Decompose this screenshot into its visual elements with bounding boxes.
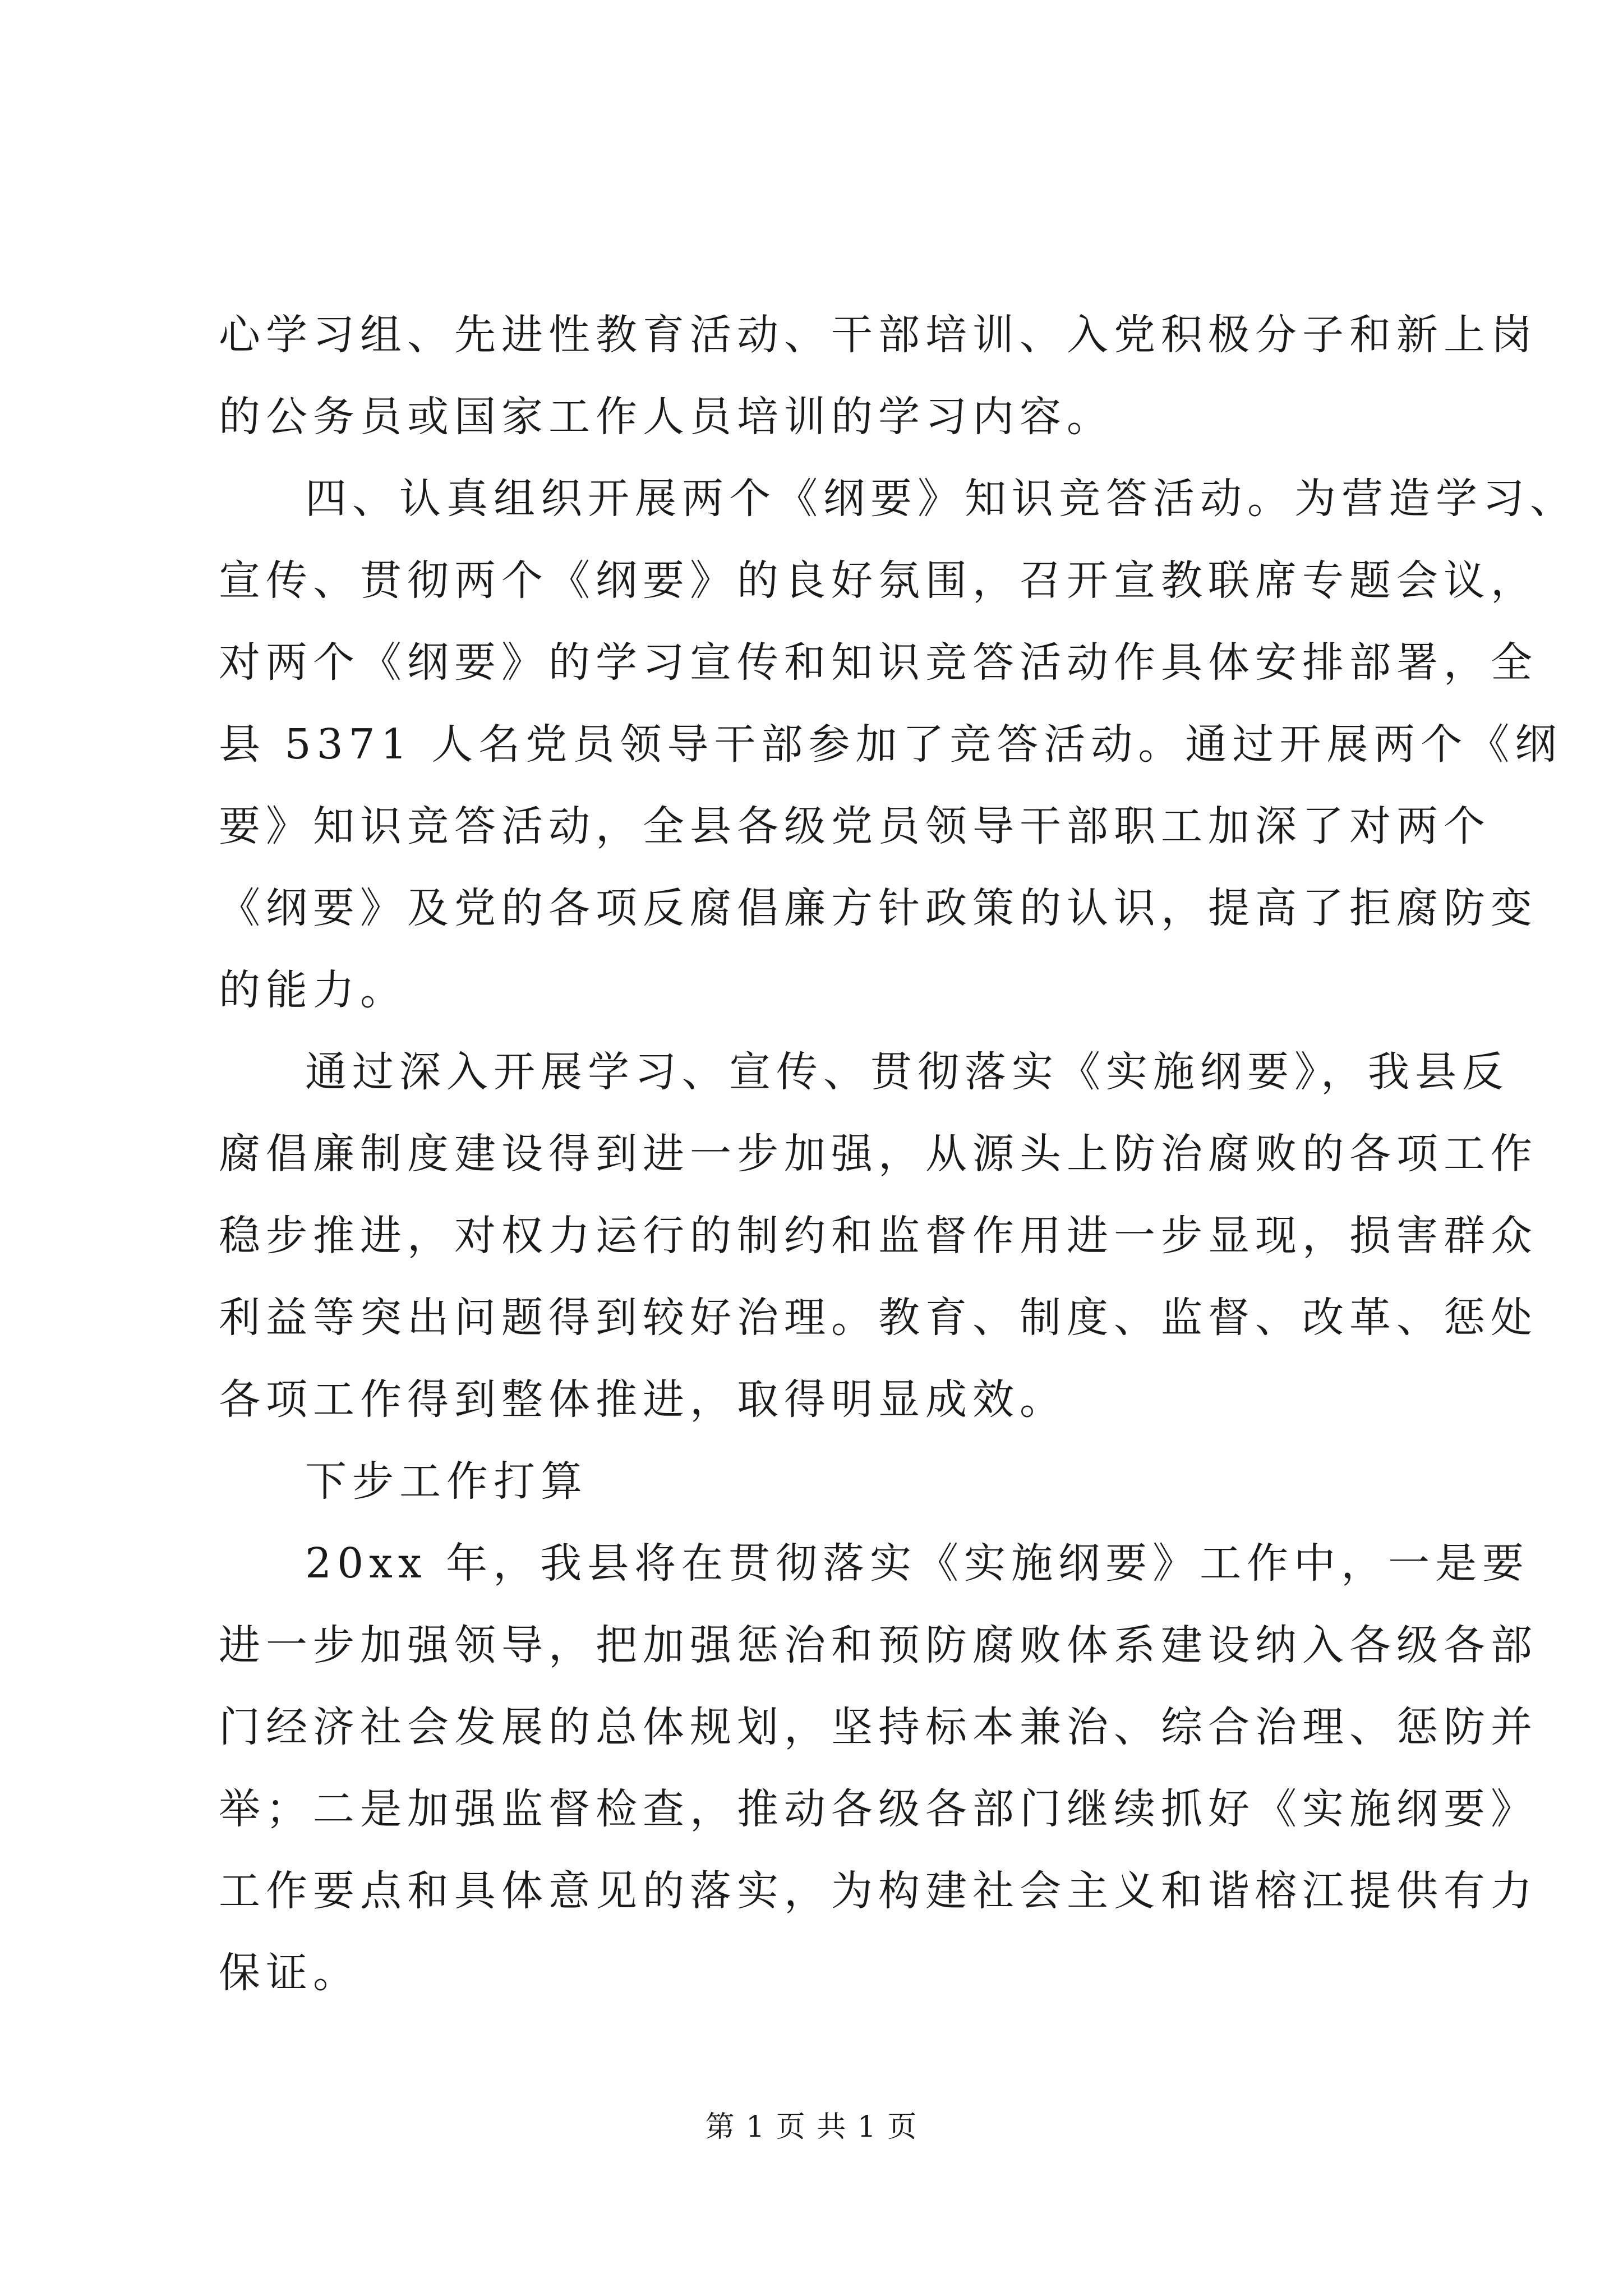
text-line: 举；二是加强监督检查，推动各级各部门继续抓好《实施纲要》 (219, 1785, 1538, 1833)
text-line: 保证。 (219, 1949, 360, 1997)
text-line: 利益等突出问题得到较好治理。教育、制度、监督、改革、惩处 (219, 1294, 1538, 1342)
text-line: 稳步推进，对权力运行的制约和监督作用进一步显现，损害群众 (219, 1212, 1538, 1260)
text-line: 的能力。 (219, 966, 407, 1014)
text-line: 腐倡廉制度建设得到进一步加强，从源头上防治腐败的各项工作 (219, 1130, 1538, 1178)
text-line: 四、认真组织开展两个《纲要》知识竞答活动。为营造学习、 (305, 475, 1577, 523)
text-line: 进一步加强领导，把加强惩治和预防腐败体系建设纳入各级各部 (219, 1621, 1538, 1669)
section-heading: 下步工作打算 (305, 1457, 588, 1506)
text-line: 心学习组、先进性教育活动、干部培训、入党积极分子和新上岗 (219, 311, 1538, 359)
text-line: 门经济社会发展的总体规划，坚持标本兼治、综合治理、惩防并 (219, 1703, 1538, 1751)
text-line: 宣传、贯彻两个《纲要》的良好氛围，召开宣教联席专题会议， (219, 556, 1538, 605)
text-line: 各项工作得到整体推进，取得明显成效。 (219, 1375, 1067, 1424)
text-line: 要》知识竞答活动，全县各级党员领导干部职工加深了对两个 (219, 802, 1491, 850)
text-line: 《纲要》及党的各项反腐倡廉方针政策的认识，提高了拒腐防变 (219, 884, 1538, 932)
text-line: 20xx 年，我县将在贯彻落实《实施纲要》工作中，一是要 (305, 1539, 1530, 1588)
page-number-footer: 第 1 页 共 1 页 (705, 2110, 918, 2144)
text-line: 县 5371 人名党员领导干部参加了竞答活动。通过开展两个《纲 (219, 720, 1562, 769)
text-line: 工作要点和具体意见的落实，为构建社会主义和谐榕江提供有力 (219, 1867, 1538, 1915)
text-line: 的公务员或国家工作人员培训的学习内容。 (219, 393, 1114, 441)
text-line: 通过深入开展学习、宣传、贯彻落实《实施纲要》，我县反 (305, 1048, 1509, 1096)
text-line: 对两个《纲要》的学习宣传和知识竞答活动作具体安排部署，全 (219, 638, 1538, 687)
